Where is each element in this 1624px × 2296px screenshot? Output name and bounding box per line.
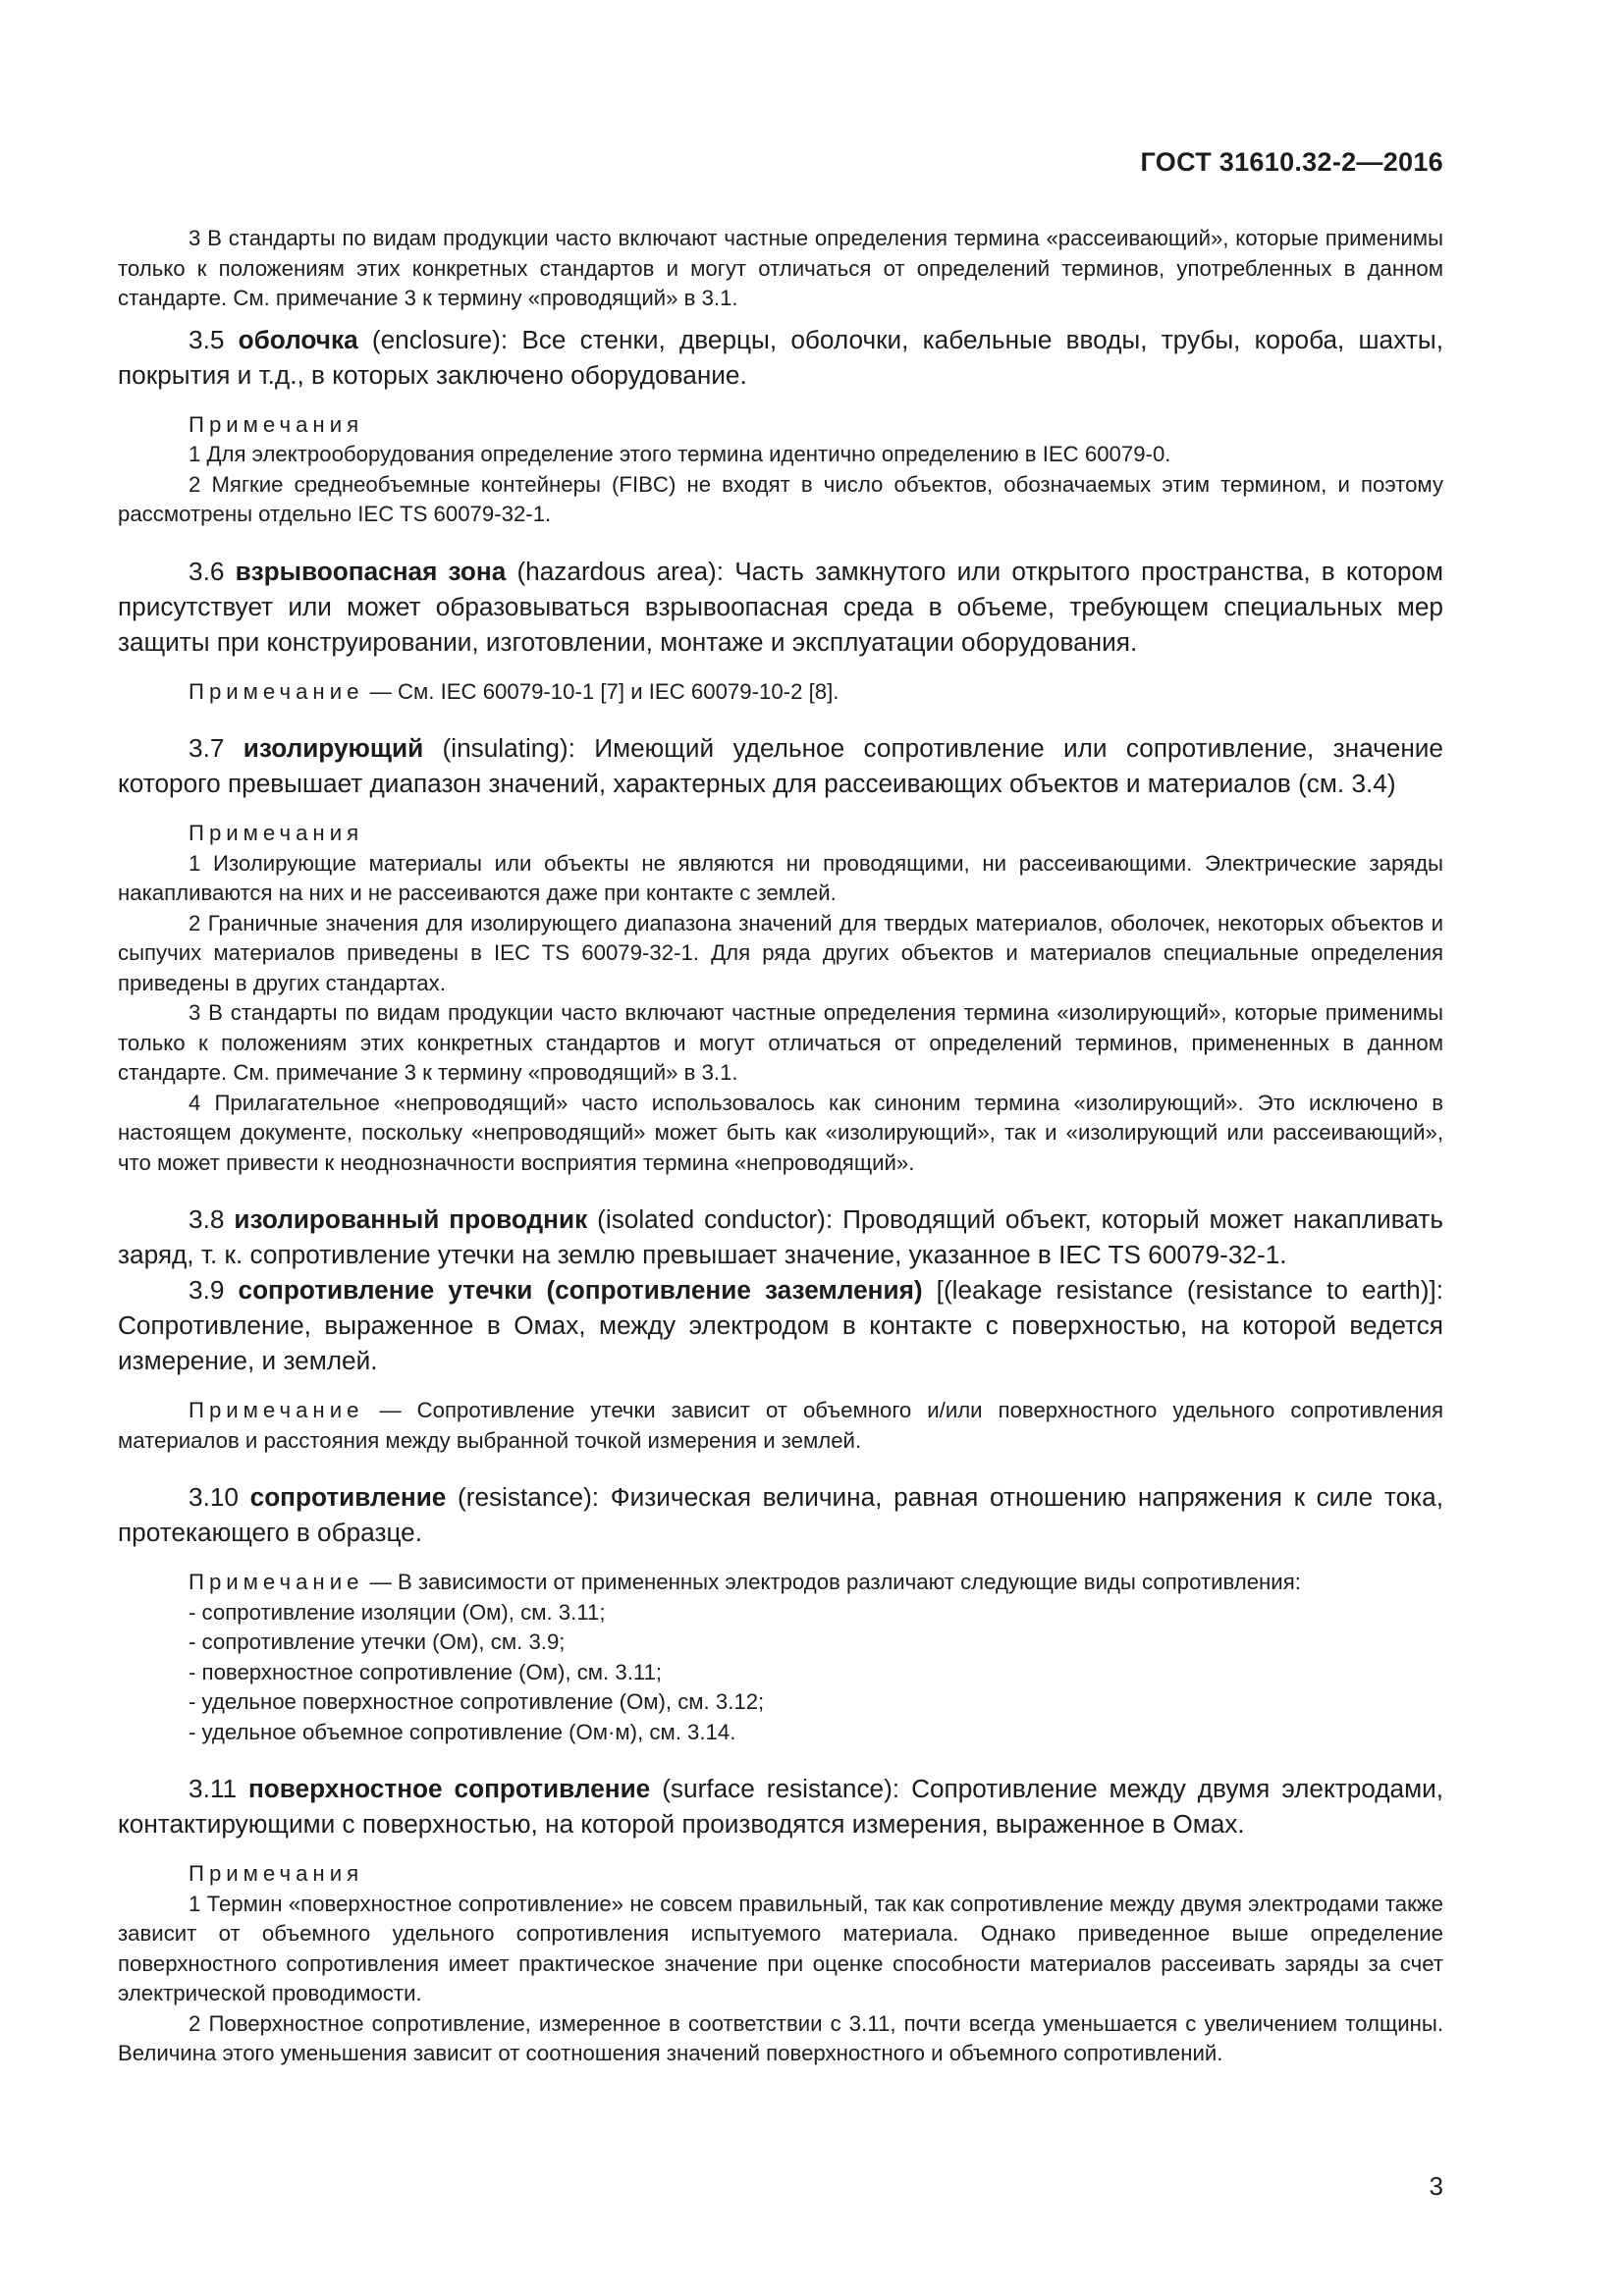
section-number: 3.6 xyxy=(189,556,225,586)
section-3-8 xyxy=(118,1201,1443,1272)
list-item: - сопротивление изоляции (Ом), см. 3.11; xyxy=(189,1599,606,1625)
list-item: - удельное объемное сопротивление (Ом·м), см. 3.14. xyxy=(189,1719,736,1744)
section-3-9 xyxy=(118,1272,1443,1378)
note-label: Примечание xyxy=(189,1398,364,1422)
note-item: 4 Прилагательное «непроводящий» часто использовалось как синоним термина «изолирующий». Это исключено в настоящем документе, поскольку «непроводящий» может быть как «изолирующий», так и «изолирующий или рассеивающий», что может привести к неоднозначности восприятия термина «непроводящий». xyxy=(118,1090,1443,1175)
note-item: 1 Изолирующие материалы или объекты не являются ни проводящими, ни рассеивающими. Электрические заряды накапливаются на них и не рассеиваются даже при контакте с землей. xyxy=(118,850,1443,905)
section-3-6 xyxy=(118,554,1443,660)
term-english: (insulating): xyxy=(442,733,575,763)
term: сопротивление xyxy=(249,1482,447,1512)
note-label: Примечание xyxy=(189,678,364,704)
term-english: (surface resistance): xyxy=(662,1774,900,1803)
notes-title: Примечания xyxy=(189,1861,364,1886)
term: изолирующий xyxy=(243,733,424,763)
notes-title: Примечания xyxy=(189,821,364,845)
term-english: (enclosure): xyxy=(371,324,509,354)
term: изолированный проводник xyxy=(234,1204,588,1234)
section-number: 3.8 xyxy=(189,1204,225,1234)
section-number: 3.7 xyxy=(189,733,225,763)
list-item: - удельное поверхностное сопротивление (Ом), см. 3.12; xyxy=(189,1689,765,1714)
section-3-7 xyxy=(118,730,1443,801)
note-item: 2 Граничные значения для изолирующего диапазона значений для твердых материалов, оболочек, некоторых объектов и сыпучих материалов приведены в IEC TS 60079-32-1. Для ряда других объектов и материалов специальные определения приведены в других стандартах. xyxy=(118,910,1443,995)
page-number: 3 xyxy=(1429,2171,1443,2201)
definition: Проводящий объект, который может накапливать заряд, т. к. сопротивление утечки на землю превышает значение, указанное в IEC TS 60079-32-1. xyxy=(118,1204,1444,1269)
note-text: — См. IEC 60079-10-1 [7] и IEC 60079-10-2 [8]. xyxy=(369,678,839,704)
note-text: — Сопротивление утечки зависит от объемного и/или поверхностного удельного сопротивления материалов и расстояния между выбранной точкой измерения и землей. xyxy=(118,1398,1443,1453)
definition: Имеющий удельное сопротивление или сопротивление, значение которого превышает диапазон значений, характерных для рассеивающих объектов и материалов (см. 3.4) xyxy=(118,733,1443,798)
definition: Сопротивление, выраженное в Омах, между электродом в контакте с поверхностью, на которой ведется измерение, и землей. xyxy=(118,1310,1443,1375)
term: оболочка xyxy=(238,324,358,354)
note-3-9 xyxy=(118,1396,1443,1456)
list-item: - сопротивление утечки (Ом), см. 3.9; xyxy=(189,1629,566,1654)
term: взрывоопасная зона xyxy=(235,556,507,586)
section-number: 3.11 xyxy=(189,1774,238,1803)
note-item: 2 Поверхностное сопротивление, измеренное в соответствии с 3.11, почти всегда уменьшается с увеличением толщины. Величина этого уменьшения зависит от соотношения значений поверхностного и объемного сопротивлений. xyxy=(118,2010,1443,2065)
note-label: Примечание xyxy=(189,1570,364,1594)
section-number: 3.5 xyxy=(189,324,225,354)
note-item: 1 Термин «поверхностное сопротивление» не совсем правильный, так как сопротивление между двумя электродами также зависит от объемного удельного сопротивления испытуемого материала. Однако приведенное выше определение поверхностного сопротивления имеет практическое значение при оценке способности материалов рассеивать заряды за счет электрической проводимости. xyxy=(118,1891,1443,2005)
section-number: 3.10 xyxy=(189,1482,239,1512)
term-english: [(leakage resistance (resistance to earth)]: xyxy=(936,1275,1443,1305)
note-item: 1 Для электрооборудования определение этого термина идентично определению в IEC 60079-0. xyxy=(189,442,1171,466)
note-item: 3 В стандарты по видам продукции часто включают частные определения термина «изолирующий», которые применимы только к положениям этих конкретных стандартов и могут отличаться от определений терминов, примененных в данном стандарте. См. примечание 3 к термину «проводящий» в 3.1. xyxy=(118,1000,1443,1085)
list-item: - поверхностное сопротивление (Ом), см. 3.11; xyxy=(189,1659,663,1684)
term: поверхностное сопротивление xyxy=(247,1774,651,1803)
term-english: (hazardous area): xyxy=(516,556,725,586)
note-3-6 xyxy=(118,677,1443,708)
note-3-10 xyxy=(118,1568,1443,1598)
note-text: — В зависимости от примененных электродов различают следующие виды сопротивления: xyxy=(369,1570,1301,1594)
term-english: (isolated conductor): xyxy=(597,1204,834,1234)
notes-title: Примечания xyxy=(189,411,364,437)
definition: Физическая величина, равная отношению напряжения к силе тока, протекающего в образце. xyxy=(118,1482,1444,1547)
document-header: ГОСТ 31610.32-2—2016 xyxy=(1140,147,1443,177)
note-item: 2 Мягкие среднеобъемные контейнеры (FIBC) не входят в число объектов, обозначаемых этим термином, и поэтому рассмотрены отдельно IEC TS 60079-32-1. xyxy=(118,471,1443,526)
section-3-10 xyxy=(118,1479,1443,1550)
term-english: (resistance): xyxy=(458,1482,600,1512)
page-content xyxy=(118,224,1443,2069)
section-3-11 xyxy=(118,1771,1443,1842)
section-number: 3.9 xyxy=(189,1275,225,1305)
definition: Все стенки, дверцы, оболочки, кабельные вводы, трубы, короба, шахты, покрытия и т.д., в которых заключено оборудование. xyxy=(118,324,1443,390)
note-intro: 3 В стандарты по видам продукции часто включают частные определения термина «рассеивающий», которые применимы только к положениям этих конкретных стандартов и могут отличаться от определений терминов, употребленных в данном стандарте. См. примечание 3 к термину «проводящий» в 3.1. xyxy=(118,226,1443,310)
section-3-5 xyxy=(118,322,1443,393)
definition: Сопротивление между двумя электродами, контактирующими с поверхностью, на которой производятся измерения, выраженное в Омах. xyxy=(118,1774,1443,1839)
term: сопротивление утечки (сопротивление заземления) xyxy=(238,1275,923,1305)
definition: Часть замкнутого или открытого пространства, в котором присутствует или может образовываться взрывоопасная среда в объеме, требующем специальных мер защиты при конструировании, изготовлении, монтаже и эксплуатации оборудования. xyxy=(118,556,1443,657)
